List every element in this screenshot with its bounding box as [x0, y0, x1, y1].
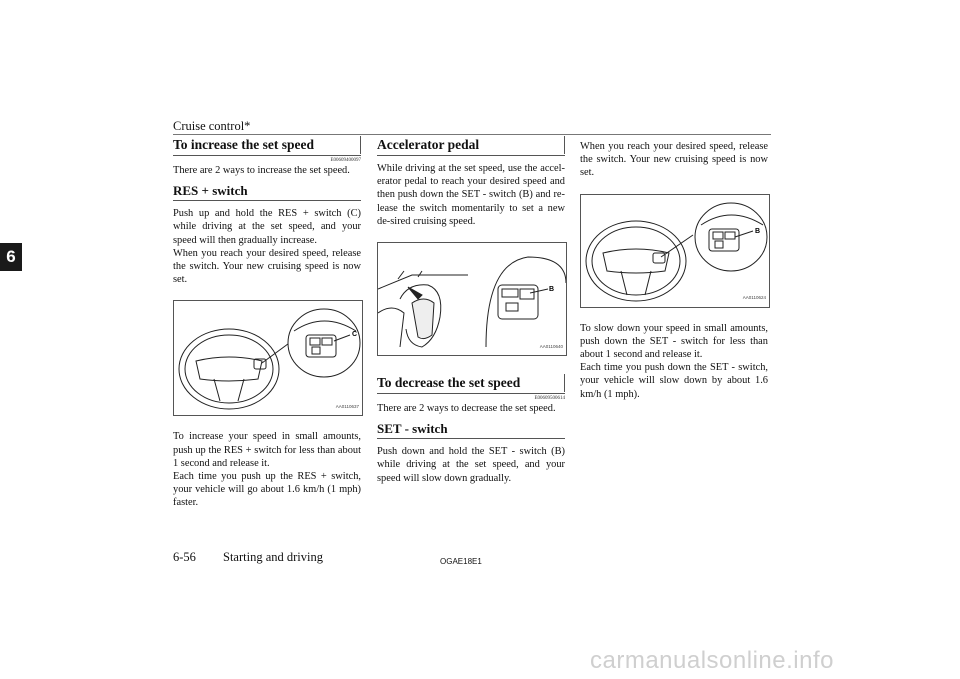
running-header: Cruise control*: [173, 119, 251, 133]
column-3: [580, 136, 768, 401]
column-1: [173, 136, 361, 510]
paragraph: Each time you push down the SET - switch, your vehicle will slow down by about 1.6 km/h (1 mph).: [580, 362, 768, 400]
paragraph: When you reach your desired speed, release the switch. Your new cruising speed is now set.: [173, 247, 361, 286]
callout-c: C: [352, 331, 358, 339]
accelerator-figure: [377, 242, 567, 356]
steering-wheel-illustration: [581, 195, 769, 307]
paragraph: Push down and hold the SET - switch (B) while driving at the set speed, and your speed will slow down gradually.: [377, 446, 565, 484]
callout-b: B: [755, 227, 761, 235]
steering-wheel-illustration: [174, 301, 362, 415]
paragraph: While driving at the set speed, use the accel-erator pedal to reach your desired speed and then push down the SET - switch (B) and re-lease the switch momentarily to set a new de-sired cruising speed.: [377, 163, 565, 227]
figure-code: AA0110624: [742, 295, 766, 301]
subheading-res-switch: RES + switch: [173, 183, 361, 201]
subheading-set-switch: SET - switch: [377, 421, 565, 439]
callout-b: B: [549, 286, 555, 294]
steering-wheel-figure: [173, 300, 363, 416]
paragraph: To increase your speed in small amounts, push up the RES + switch for less than about 1 second and release it.: [173, 431, 361, 469]
steering-wheel-figure-set: [580, 194, 770, 308]
watermark: carmanualsonline.info: [590, 647, 834, 674]
accelerator-illustration: [378, 243, 566, 355]
paragraph: Push up and hold the RES + switch (C) while driving at the set speed, and your speed will then gradually increase.: [173, 208, 361, 246]
chapter-tab: 6: [0, 243, 22, 271]
figure-code: AA0110640: [539, 343, 563, 349]
section-heading-increase: To increase the set speed: [173, 136, 361, 156]
section-heading-accelerator: Accelerator pedal: [377, 136, 565, 156]
section-code: E00609500614: [534, 396, 565, 402]
header-rule: [173, 134, 771, 135]
footer-code: OGAE18E1: [440, 557, 482, 566]
column-2: [377, 136, 565, 485]
section-code: E00609400097: [330, 158, 361, 163]
intro-text: There are 2 ways to increase the set speed.: [173, 165, 350, 176]
figure-code: AA0110637: [335, 404, 359, 410]
paragraph: Each time you push up the RES + switch, your vehicle will go about 1.6 km/h (1 mph) faster.: [173, 471, 361, 509]
section-heading-decrease: To decrease the set speed: [377, 374, 565, 394]
paragraph: When you reach your desired speed, release the switch. Your new cruising speed is now set.: [580, 141, 768, 179]
footer-section: Starting and driving: [223, 550, 323, 564]
paragraph: To slow down your speed in small amounts, push down the SET - switch for less than about 1 second and release it.: [580, 322, 768, 361]
intro-text: There are 2 ways to decrease the set speed.: [377, 403, 556, 415]
page-number: 6-56: [173, 550, 196, 564]
